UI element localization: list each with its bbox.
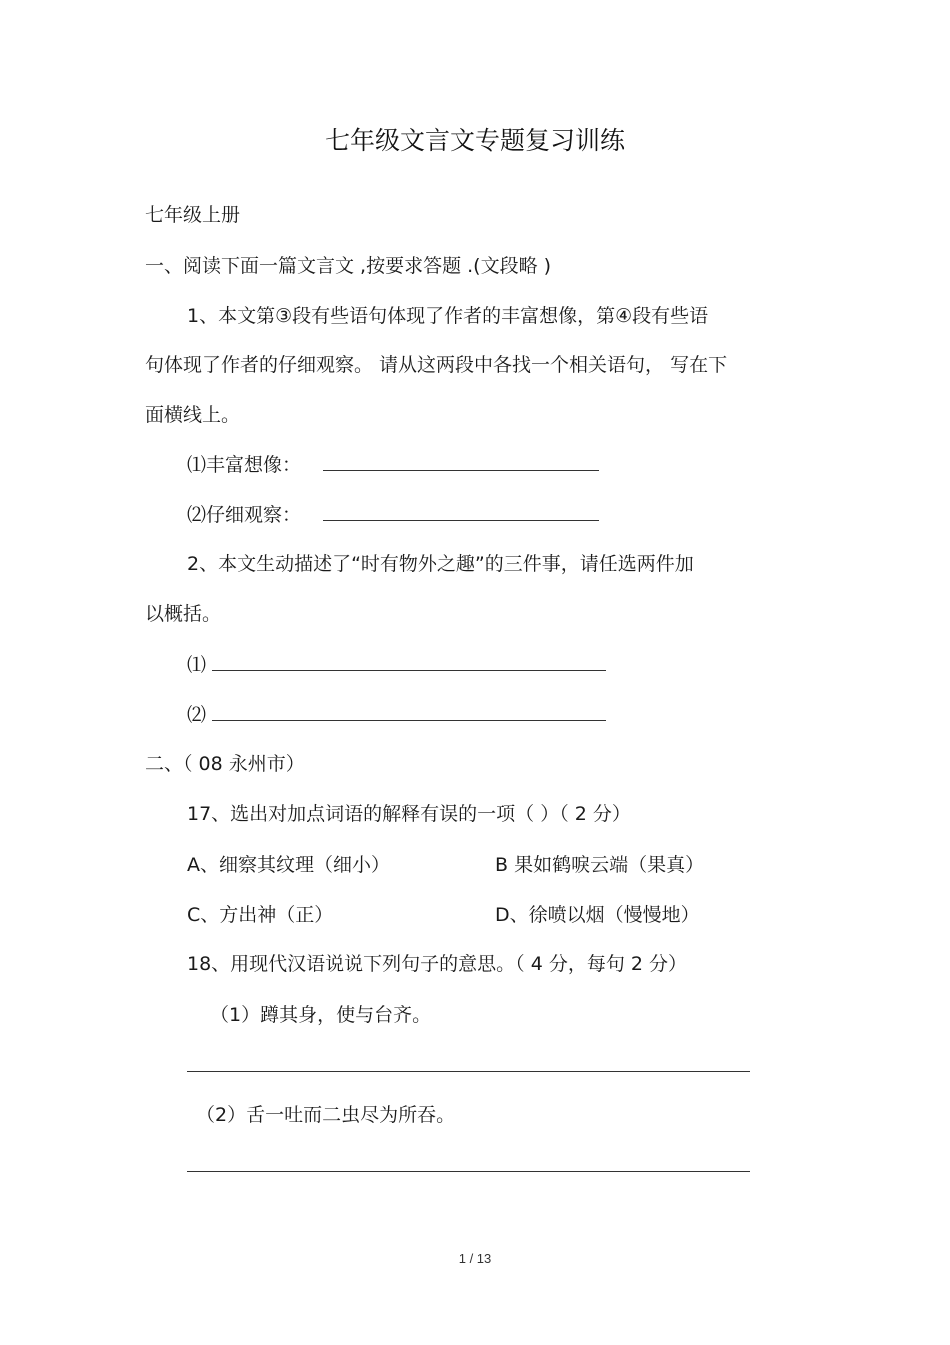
question-18-sentence-2: （2）舌一吐而二虫尽为所吞。 (196, 1104, 456, 1126)
answer-line-summary-1 (187, 652, 606, 677)
part1-heading: 一、阅读下面一篇文言文 ,按要求答题 .(文段略 ) (145, 255, 552, 277)
section-label: 七年级上册 (145, 204, 241, 226)
question-18-sentence-1: （1）蹲其身，使与台齐。 (210, 1004, 432, 1026)
answer-blank[interactable] (323, 452, 599, 471)
answer-label: ⑴ (187, 654, 207, 676)
question-18: 18、用现代汉语说说下列句子的意思。（ 4 分，每句 2 分） (187, 953, 688, 975)
answer-line-18-1[interactable] (187, 1071, 750, 1072)
answer-blank[interactable] (212, 652, 606, 671)
question-17: 17、选出对加点词语的解释有误的一项（ ）（ 2 分） (187, 803, 631, 825)
question-1-line-1: 1、本文第③段有些语句体现了作者的丰富想像，第④段有些语 (187, 305, 709, 327)
option-c: C、方出神（正） (187, 904, 334, 926)
page-title: 七年级文言文专题复习训练 (324, 126, 625, 155)
option-d: D、徐喷以烟（慢慢地） (495, 904, 700, 926)
question-2-line-2: 以概括。 (145, 603, 222, 625)
answer-label: ⑵ (187, 704, 207, 726)
option-b: B 果如鹤唳云端（果真） (495, 854, 705, 876)
answer-blank[interactable] (323, 502, 599, 521)
question-1-line-3: 面横线上。 (145, 404, 241, 426)
answer-line-18-2[interactable] (187, 1171, 750, 1172)
answer-line-summary-2 (187, 702, 606, 727)
page-number: 1 / 13 (458, 1251, 492, 1266)
option-a: A、细察其纹理（细小） (187, 854, 390, 876)
answer-label: ⑵仔细观察： (187, 504, 302, 526)
question-1-line-2: 句体现了作者的仔细观察。 请从这两段中各找一个相关语句， 写在下 (145, 354, 728, 376)
answer-blank[interactable] (212, 702, 606, 721)
answer-line-imagination (187, 452, 599, 477)
answer-label: ⑴丰富想像： (187, 454, 302, 476)
question-2-line-1: 2、本文生动描述了“时有物外之趣”的三件事，请任选两件加 (187, 553, 694, 575)
answer-line-observation (187, 502, 599, 527)
part2-heading: 二、（ 08 永州市） (145, 753, 305, 775)
